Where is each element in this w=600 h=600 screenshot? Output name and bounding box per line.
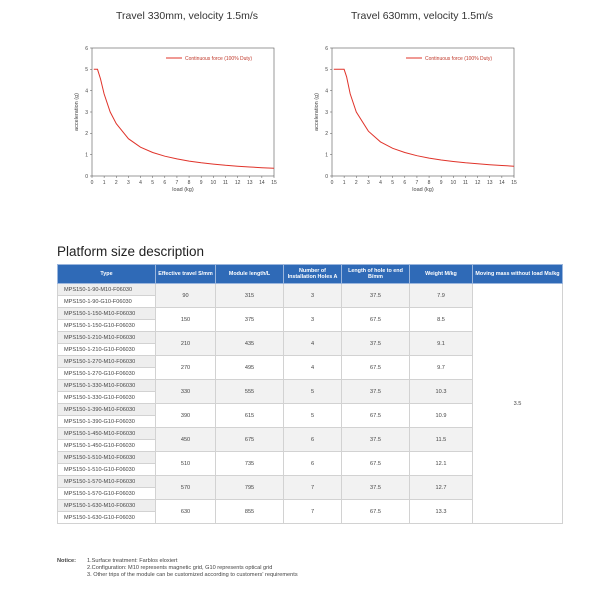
x-axis-label: load (kg) bbox=[412, 187, 434, 193]
cell-travel: 570 bbox=[156, 476, 216, 500]
cell-type: MPS150-1-90-G10-F06030 bbox=[58, 296, 156, 308]
notice-line: 1.Surface treatment: Farblos eloxiert bbox=[87, 558, 178, 564]
header-module-length: Module length/L bbox=[216, 265, 284, 284]
y-tick-label: 1 bbox=[325, 152, 328, 159]
y-tick-label: 3 bbox=[325, 109, 328, 116]
header-moving-mass: Moving mass without load Ms/kg bbox=[473, 265, 563, 284]
acceleration-chart-right bbox=[310, 40, 525, 200]
cell-weight: 10.3 bbox=[410, 380, 473, 404]
cell-hole-to-end: 37.5 bbox=[342, 332, 410, 356]
cell-weight: 9.7 bbox=[410, 356, 473, 380]
cell-module-length: 735 bbox=[216, 452, 284, 476]
x-tick-label: 8 bbox=[187, 180, 191, 186]
acceleration-chart-left bbox=[70, 40, 285, 200]
cell-installation-holes: 5 bbox=[284, 380, 342, 404]
cell-module-length: 675 bbox=[216, 428, 284, 452]
cell-installation-holes: 3 bbox=[284, 284, 342, 308]
cell-type: MPS150-1-150-G10-F06030 bbox=[58, 320, 156, 332]
cell-type: MPS150-1-630-M10-F06030 bbox=[58, 500, 156, 512]
cell-installation-holes: 6 bbox=[284, 452, 342, 476]
cell-travel: 630 bbox=[156, 500, 216, 524]
cell-type: MPS150-1-390-M10-F06030 bbox=[58, 404, 156, 416]
cell-module-length: 435 bbox=[216, 332, 284, 356]
x-tick-label: 8 bbox=[427, 180, 431, 186]
y-tick-label: 0 bbox=[325, 173, 328, 180]
cell-installation-holes: 6 bbox=[284, 428, 342, 452]
x-tick-label: 2 bbox=[114, 180, 118, 186]
cell-travel: 510 bbox=[156, 452, 216, 476]
platform-size-table bbox=[57, 264, 563, 524]
cell-travel: 330 bbox=[156, 380, 216, 404]
cell-type: MPS150-1-450-M10-F06030 bbox=[58, 428, 156, 440]
cell-travel: 390 bbox=[156, 404, 216, 428]
cell-installation-holes: 3 bbox=[284, 308, 342, 332]
cell-type: MPS150-1-630-G10-F06030 bbox=[58, 512, 156, 524]
cell-type: MPS150-1-330-G10-F06030 bbox=[58, 392, 156, 404]
legend-label: Continuous force (100% Duty) bbox=[425, 55, 492, 62]
cell-module-length: 555 bbox=[216, 380, 284, 404]
x-tick-label: 12 bbox=[234, 180, 241, 186]
table-row bbox=[58, 284, 563, 296]
header-installation-holes: Number of Installation Holes A bbox=[284, 265, 342, 284]
cell-travel: 210 bbox=[156, 332, 216, 356]
y-axis-label: acceleration (g) bbox=[74, 93, 80, 131]
cell-weight: 13.3 bbox=[410, 500, 473, 524]
cell-hole-to-end: 37.5 bbox=[342, 284, 410, 308]
y-tick-label: 2 bbox=[325, 131, 328, 138]
y-tick-label: 3 bbox=[85, 109, 88, 116]
cell-type: MPS150-1-570-G10-F06030 bbox=[58, 488, 156, 500]
x-tick-label: 6 bbox=[163, 180, 167, 186]
header-hole-to-end: Length of hole to end B/mm bbox=[342, 265, 410, 284]
x-tick-label: 5 bbox=[391, 180, 395, 186]
series-line bbox=[334, 69, 514, 166]
y-axis-label: acceleration (g) bbox=[314, 93, 320, 131]
x-tick-label: 0 bbox=[330, 180, 334, 186]
header-type: Type bbox=[58, 265, 156, 284]
cell-travel: 450 bbox=[156, 428, 216, 452]
cell-type: MPS150-1-390-G10-F06030 bbox=[58, 416, 156, 428]
cell-travel: 270 bbox=[156, 356, 216, 380]
y-tick-label: 6 bbox=[85, 45, 88, 52]
x-tick-label: 6 bbox=[403, 180, 407, 186]
x-tick-label: 0 bbox=[90, 180, 94, 186]
cell-type: MPS150-1-210-G10-F06030 bbox=[58, 344, 156, 356]
cell-weight: 10.9 bbox=[410, 404, 473, 428]
cell-type: MPS150-1-330-M10-F06030 bbox=[58, 380, 156, 392]
cell-module-length: 615 bbox=[216, 404, 284, 428]
x-tick-label: 2 bbox=[354, 180, 358, 186]
cell-type: MPS150-1-510-G10-F06030 bbox=[58, 464, 156, 476]
x-tick-label: 11 bbox=[462, 180, 469, 186]
cell-weight: 7.9 bbox=[410, 284, 473, 308]
cell-installation-holes: 7 bbox=[284, 476, 342, 500]
x-tick-label: 7 bbox=[175, 180, 179, 186]
cell-moving-mass: 3.5 bbox=[473, 284, 563, 524]
x-tick-label: 1 bbox=[342, 180, 346, 186]
x-tick-label: 5 bbox=[151, 180, 155, 186]
chart-title-left: Travel 330mm, velocity 1.5m/s bbox=[116, 10, 258, 22]
x-tick-label: 4 bbox=[139, 180, 142, 186]
legend-label: Continuous force (100% Duty) bbox=[185, 55, 252, 62]
x-tick-label: 3 bbox=[127, 180, 130, 186]
cell-installation-holes: 7 bbox=[284, 500, 342, 524]
y-tick-label: 1 bbox=[85, 152, 88, 159]
y-tick-label: 5 bbox=[325, 67, 328, 74]
cell-type: MPS150-1-90-M10-F06030 bbox=[58, 284, 156, 296]
x-tick-label: 9 bbox=[199, 180, 203, 186]
cell-type: MPS150-1-450-G10-F06030 bbox=[58, 440, 156, 452]
x-tick-label: 12 bbox=[474, 180, 481, 186]
y-tick-label: 2 bbox=[85, 131, 88, 138]
header-effective-travel: Effective travel S/mm bbox=[156, 265, 216, 284]
x-tick-label: 1 bbox=[102, 180, 106, 186]
y-tick-label: 5 bbox=[85, 67, 88, 74]
cell-hole-to-end: 67.5 bbox=[342, 500, 410, 524]
cell-type: MPS150-1-270-M10-F06030 bbox=[58, 356, 156, 368]
x-tick-label: 10 bbox=[450, 180, 457, 186]
notice-label: Notice: bbox=[57, 558, 76, 564]
cell-weight: 9.1 bbox=[410, 332, 473, 356]
x-tick-label: 15 bbox=[271, 180, 277, 186]
x-tick-label: 7 bbox=[415, 180, 419, 186]
cell-hole-to-end: 37.5 bbox=[342, 476, 410, 500]
cell-module-length: 855 bbox=[216, 500, 284, 524]
cell-module-length: 375 bbox=[216, 308, 284, 332]
cell-weight: 12.1 bbox=[410, 452, 473, 476]
cell-type: MPS150-1-150-M10-F06030 bbox=[58, 308, 156, 320]
section-title: Platform size description bbox=[57, 244, 205, 259]
cell-weight: 8.5 bbox=[410, 308, 473, 332]
x-tick-label: 15 bbox=[511, 180, 517, 186]
x-axis-label: load (kg) bbox=[172, 187, 194, 193]
cell-hole-to-end: 67.5 bbox=[342, 404, 410, 428]
y-tick-label: 4 bbox=[85, 88, 88, 95]
x-tick-label: 13 bbox=[486, 180, 493, 186]
y-tick-label: 6 bbox=[325, 45, 328, 52]
cell-module-length: 795 bbox=[216, 476, 284, 500]
cell-weight: 12.7 bbox=[410, 476, 473, 500]
cell-hole-to-end: 37.5 bbox=[342, 380, 410, 404]
cell-type: MPS150-1-270-G10-F06030 bbox=[58, 368, 156, 380]
notice-line: 2.Configuration: M10 represents magnetic grid, G10 represents optical grid bbox=[87, 565, 273, 571]
cell-weight: 11.5 bbox=[410, 428, 473, 452]
x-tick-label: 11 bbox=[222, 180, 229, 186]
table-header-row bbox=[58, 265, 563, 284]
cell-module-length: 315 bbox=[216, 284, 284, 308]
cell-hole-to-end: 67.5 bbox=[342, 356, 410, 380]
x-tick-label: 13 bbox=[246, 180, 253, 186]
y-tick-label: 0 bbox=[85, 173, 88, 180]
cell-module-length: 495 bbox=[216, 356, 284, 380]
cell-type: MPS150-1-210-M10-F06030 bbox=[58, 332, 156, 344]
x-tick-label: 9 bbox=[439, 180, 443, 186]
x-tick-label: 14 bbox=[499, 180, 505, 186]
cell-hole-to-end: 67.5 bbox=[342, 452, 410, 476]
cell-type: MPS150-1-570-M10-F06030 bbox=[58, 476, 156, 488]
cell-travel: 150 bbox=[156, 308, 216, 332]
cell-installation-holes: 4 bbox=[284, 332, 342, 356]
chart-title-right: Travel 630mm, velocity 1.5m/s bbox=[351, 10, 493, 22]
plot-frame bbox=[92, 48, 274, 176]
x-tick-label: 4 bbox=[379, 180, 382, 186]
y-tick-label: 4 bbox=[325, 88, 328, 95]
series-line bbox=[94, 69, 274, 168]
x-tick-label: 14 bbox=[259, 180, 265, 186]
cell-travel: 90 bbox=[156, 284, 216, 308]
cell-installation-holes: 5 bbox=[284, 404, 342, 428]
header-weight: Weight M/kg bbox=[410, 265, 473, 284]
cell-type: MPS150-1-510-M10-F06030 bbox=[58, 452, 156, 464]
x-tick-label: 3 bbox=[367, 180, 370, 186]
x-tick-label: 10 bbox=[210, 180, 217, 186]
cell-hole-to-end: 37.5 bbox=[342, 428, 410, 452]
cell-installation-holes: 4 bbox=[284, 356, 342, 380]
notice-line: 3. Other trips of the module can be customized according to customers' requirements bbox=[87, 572, 298, 578]
cell-hole-to-end: 67.5 bbox=[342, 308, 410, 332]
